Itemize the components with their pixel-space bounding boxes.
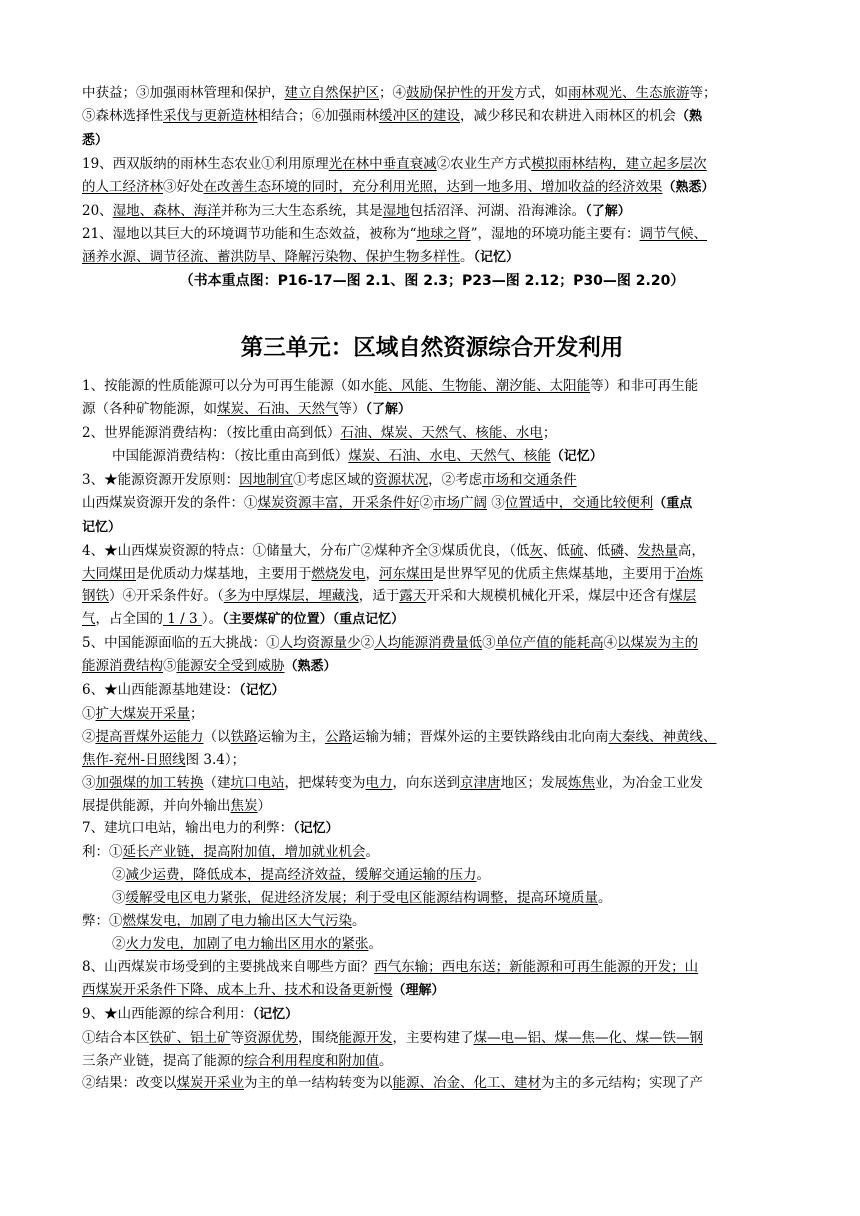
- item-20: 20、湿地、森林、海洋并称为三大生态系统，其是湿地包括沼泽、河湖、沿海滩涂。（了解）: [82, 202, 631, 219]
- text-line: ②结果：改变以煤炭开采业为主的单一结构转变为以能源、冶金、化工、建材为主的多元结构；实现了产: [82, 1075, 703, 1092]
- text-line: ②提高晋煤外运能力（以铁路运输为主，公路运输为辅；晋煤外运的主要铁路线由北向南大秦线、神黄线、: [82, 728, 717, 745]
- text-line: 涵养水源、调节径流、蓄洪防旱、降解污染物、保护生物多样性。（记忆）: [82, 249, 520, 266]
- unit-title: 第三单元：区域自然资源综合开发利用: [240, 335, 624, 362]
- text-line: 源（各种矿物能源，如煤炭、石油、天然气等）（了解）: [82, 401, 412, 418]
- text-line: ①扩大煤炭开采量；: [82, 705, 204, 722]
- item-19: 19、西双版纳的雨林生态农业①利用原理光在林中垂直衰减②农业生产方式模拟雨林结构，建立起多层次: [82, 155, 707, 172]
- text-line: 弊：①燃煤发电，加剧了电力输出区大气污染。: [82, 913, 366, 930]
- item-5: 5、中国能源面临的五大挑战：①人均资源量少②人均能源消费量低③单位产值的能耗高④以煤炭为主的: [82, 635, 699, 652]
- text-line: ③缓解受电区电力紧张，促进经济发展；利于受电区能源结构调整，提高环境质量。: [112, 890, 612, 907]
- text-line: 展提供能源，并向外输出焦炭）: [82, 797, 271, 814]
- document-page: [82, 82, 782, 1095]
- item-4: 4、★山西煤炭资源的特点：①储量大，分布广②煤种齐全③煤质优良，（低灰、低硫、低磷、发热量高，: [82, 542, 705, 559]
- item-2: 2、世界能源消费结构：（按比重由高到低）石油、煤炭、天然气、核能、水电；: [82, 425, 557, 442]
- text-line: 利：①延长产业链，提高附加值，增加就业机会。: [82, 844, 379, 861]
- text-line: 大同煤田是优质动力煤基地，主要用于燃烧发电，河东煤田是世界罕见的优质主焦煤基地，主要用于冶炼: [82, 565, 703, 582]
- text-line: ①结合本区铁矿、铝土矿等资源优势，围绕能源开发，主要构建了煤—电—铝、煤—焦—化、煤—铁—钢: [82, 1029, 703, 1046]
- text-line: 悉）: [82, 132, 109, 148]
- text-line: ⑤森林选择性采伐与更新造林相结合；⑥加强雨林缓冲区的建设，减少移民和农耕进入雨林区的机会（熟: [82, 107, 703, 124]
- item-7: 7、建坑口电站，输出电力的利弊：（记忆）: [82, 820, 339, 837]
- text-line: 气，占全国的 1 / 3 ）。（主要煤矿的位置）（重点记忆）: [82, 611, 405, 628]
- item-8: 8、山西煤炭市场受到的主要挑战来自哪些方面？西气东输；西电东送；新能源和可再生能源的开发；山: [82, 958, 699, 975]
- text-line: 三条产业链，提高了能源的综合利用程度和附加值。: [82, 1052, 393, 1069]
- text-line: ③加强煤的加工转换（建坑口电站，把煤转变为电力，向东送到京津唐地区；发展炼焦业，为冶金工业发: [82, 774, 703, 791]
- text-line: 能源消费结构⑤能源安全受到威胁（熟悉）: [82, 658, 337, 675]
- key-figures-note: （书本重点图：P16-17—图 2.1、图 2.3；P23—图 2.12；P30—图 2.20）: [179, 273, 685, 290]
- item-9: 9、★山西能源的综合利用：（记忆）: [82, 1005, 299, 1022]
- text-line: 记忆）: [82, 519, 122, 535]
- item-1: 1、按能源的性质能源可以分为可再生能源（如水能、风能、生物能、潮汐能、太阳能等）和非可再生能: [82, 378, 699, 395]
- text-line: ②火力发电，加剧了电力输出区用水的紧张。: [112, 936, 382, 952]
- text-line: 西煤炭开采条件下降、成本上升、技术和设备更新慢（理解）: [82, 981, 445, 998]
- text-line: 山西煤炭资源开发的条件：①煤炭资源丰富，开采条件好②市场广阔 ③位置适中，交通比较便利（重点: [82, 494, 693, 511]
- text-line: 中国能源消费结构：（按比重由高到低）煤炭、石油、水电、天然气、核能（记忆）: [112, 447, 603, 464]
- text-line: 的人工经济林③好处在改善生态环境的同时，充分利用光照，达到一地多用、增加收益的经济效果（熟悉）: [82, 178, 715, 195]
- item-3: 3、★能源资源开发原则：因地制宜①考虑区域的资源状况，②考虑市场和交通条件: [82, 471, 577, 488]
- item-21: 21、湿地以其巨大的环境调节功能和生态效益，被称为“地球之肾”，湿地的环境功能主要有：调节气候、: [82, 226, 707, 243]
- text-line: 钢铁）④开采条件好。（多为中厚煤层，埋藏浅，适于露天开采和大规模机械化开采，煤层中还含有煤层: [82, 588, 697, 605]
- text-line: 焦作-兖州-日照线图 3.4）；: [82, 751, 246, 768]
- text-line: ②减少运费，降低成本，提高经济效益，缓解交通运输的压力。: [112, 867, 490, 884]
- item-6: 6、★山西能源基地建设：（记忆）: [82, 682, 285, 699]
- text-line: 中获益；③加强雨林管理和保护，建立自然保护区；④鼓励保护性的开发方式，如雨林观光、生态旅游等；: [82, 85, 717, 101]
